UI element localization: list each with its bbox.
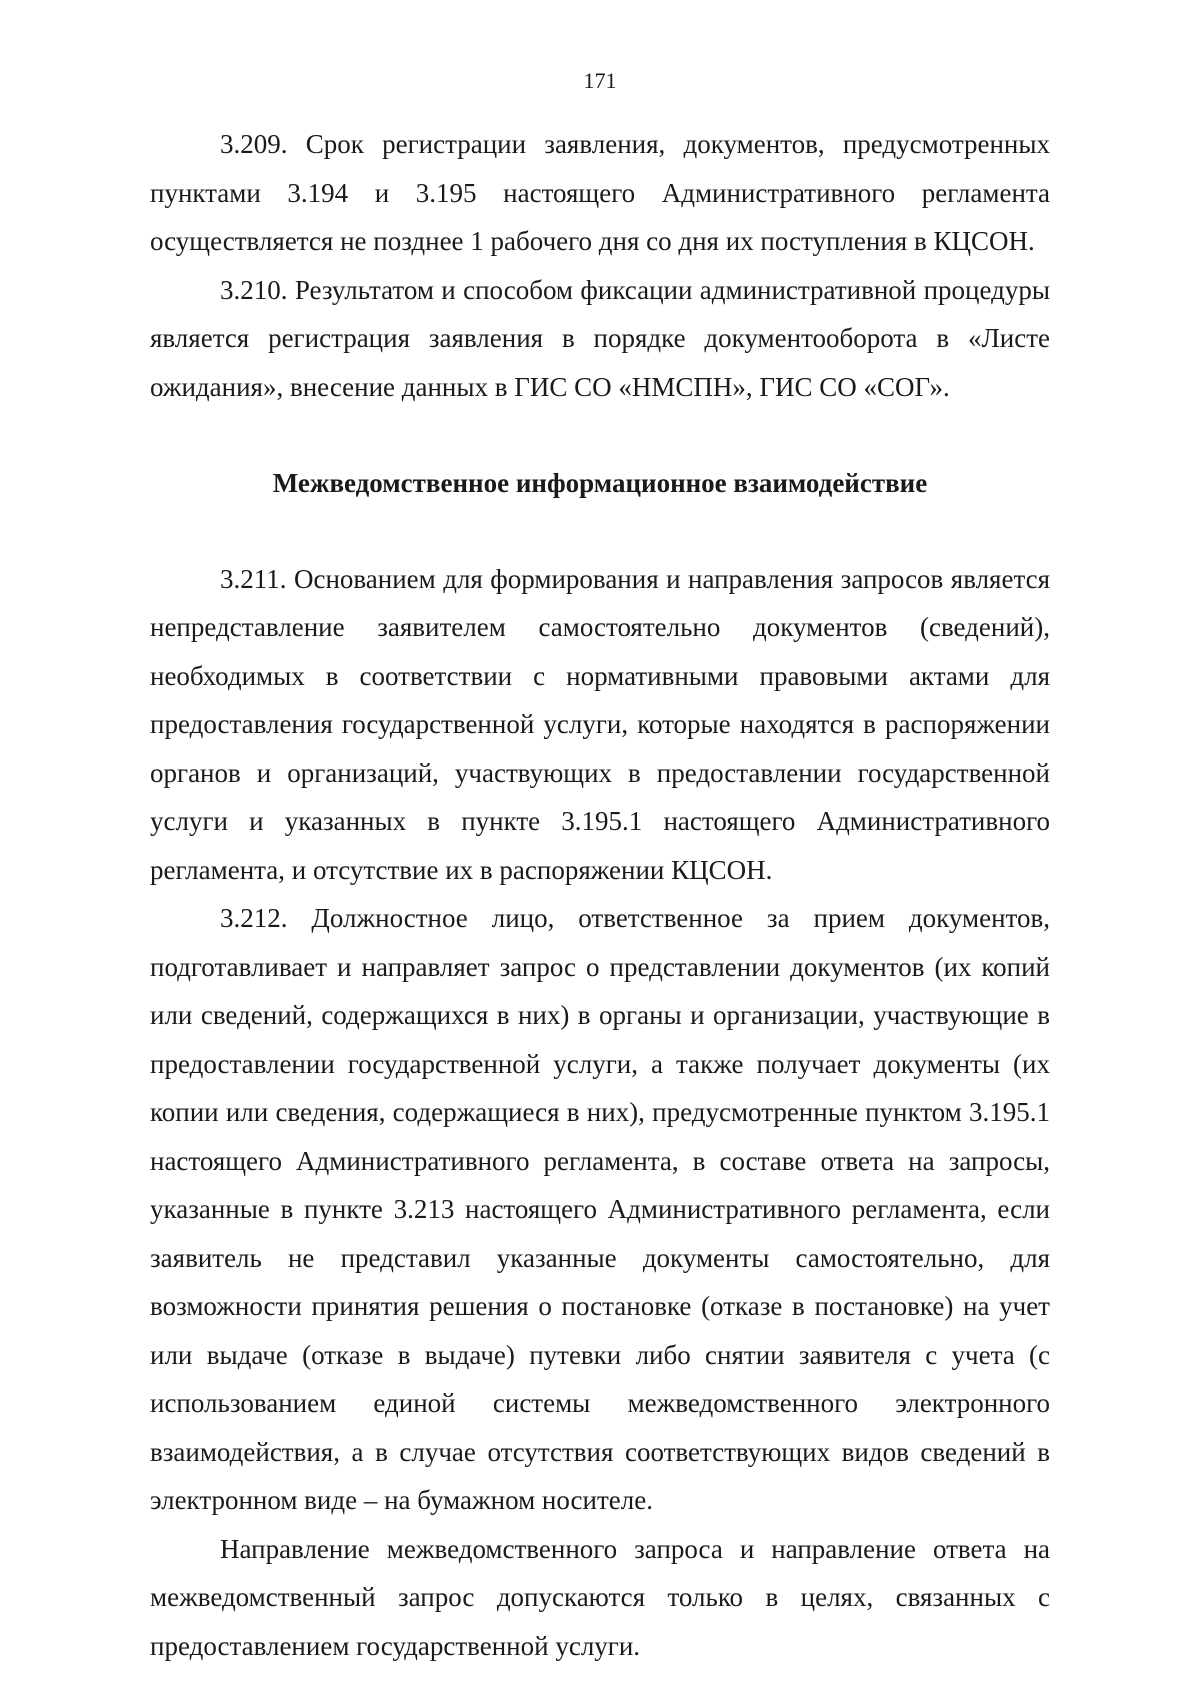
paragraph-3-209: 3.209. Срок регистрации заявления, документов, предусмотренных пунктами 3.194 и 3.195 настоящего Административного регламента осуществляется не позднее 1 рабочего дня со дня их поступления в КЦСОН. (150, 129, 1050, 256)
paragraph-3-211: 3.211. Основанием для формирования и направления запросов является непредставление заявителем самостоятельно документов (сведений), необходимых в соответствии с нормативными правовыми актами для предоставления государственной услуги, которые находятся в распоряжении органов и организаций, участвующих в предоставлении государственной услуги и указанных в пункте 3.195.1 настоящего Административного регламента, и отсутствие их в распоряжении КЦСОН. (150, 563, 1050, 885)
section-heading: Межведомственное информационное взаимодействие (272, 468, 928, 498)
paragraph-3-212: 3.212. Должностное лицо, ответственное за прием документов, подготавливает и направляет запрос о представлении документов (их копий или сведений, содержащихся в них) в органы и организации, участвующие в предоставлении государственной услуги, а также получает документы (их копии или сведения, содержащиеся в них), предусмотренные пунктом 3.195.1 настоящего Административного регламента, в составе ответа на запросы, указанные в пункте 3.213 настоящего Административного регламента, если заявитель не представил указанные документы самостоятельно, для возможности принятия решения о постановке (отказе в постановке) на учет или выдаче (отказе в выдаче) путевки либо снятии заявителя с учета (с использованием единой системы межведомственного электронного взаимодействия, а в случае отсутствия соответствующих видов сведений в электронном виде – на бумажном носителе. (150, 903, 1050, 1515)
paragraph-3-210: 3.210. Результатом и способом фиксации административной процедуры является регистрация заявления в порядке документооборота в «Листе ожидания», внесение данных в ГИС СО «НМСПН», ГИС СО «СОГ». (150, 274, 1050, 402)
page-number: 171 (583, 68, 617, 93)
document-body (150, 120, 1050, 1670)
paragraph-interagency-request: Направление межведомственного запроса и направление ответа на межведомственный запрос допускаются только в целях, связанных с предоставлением государственной услуги. (150, 1533, 1050, 1661)
